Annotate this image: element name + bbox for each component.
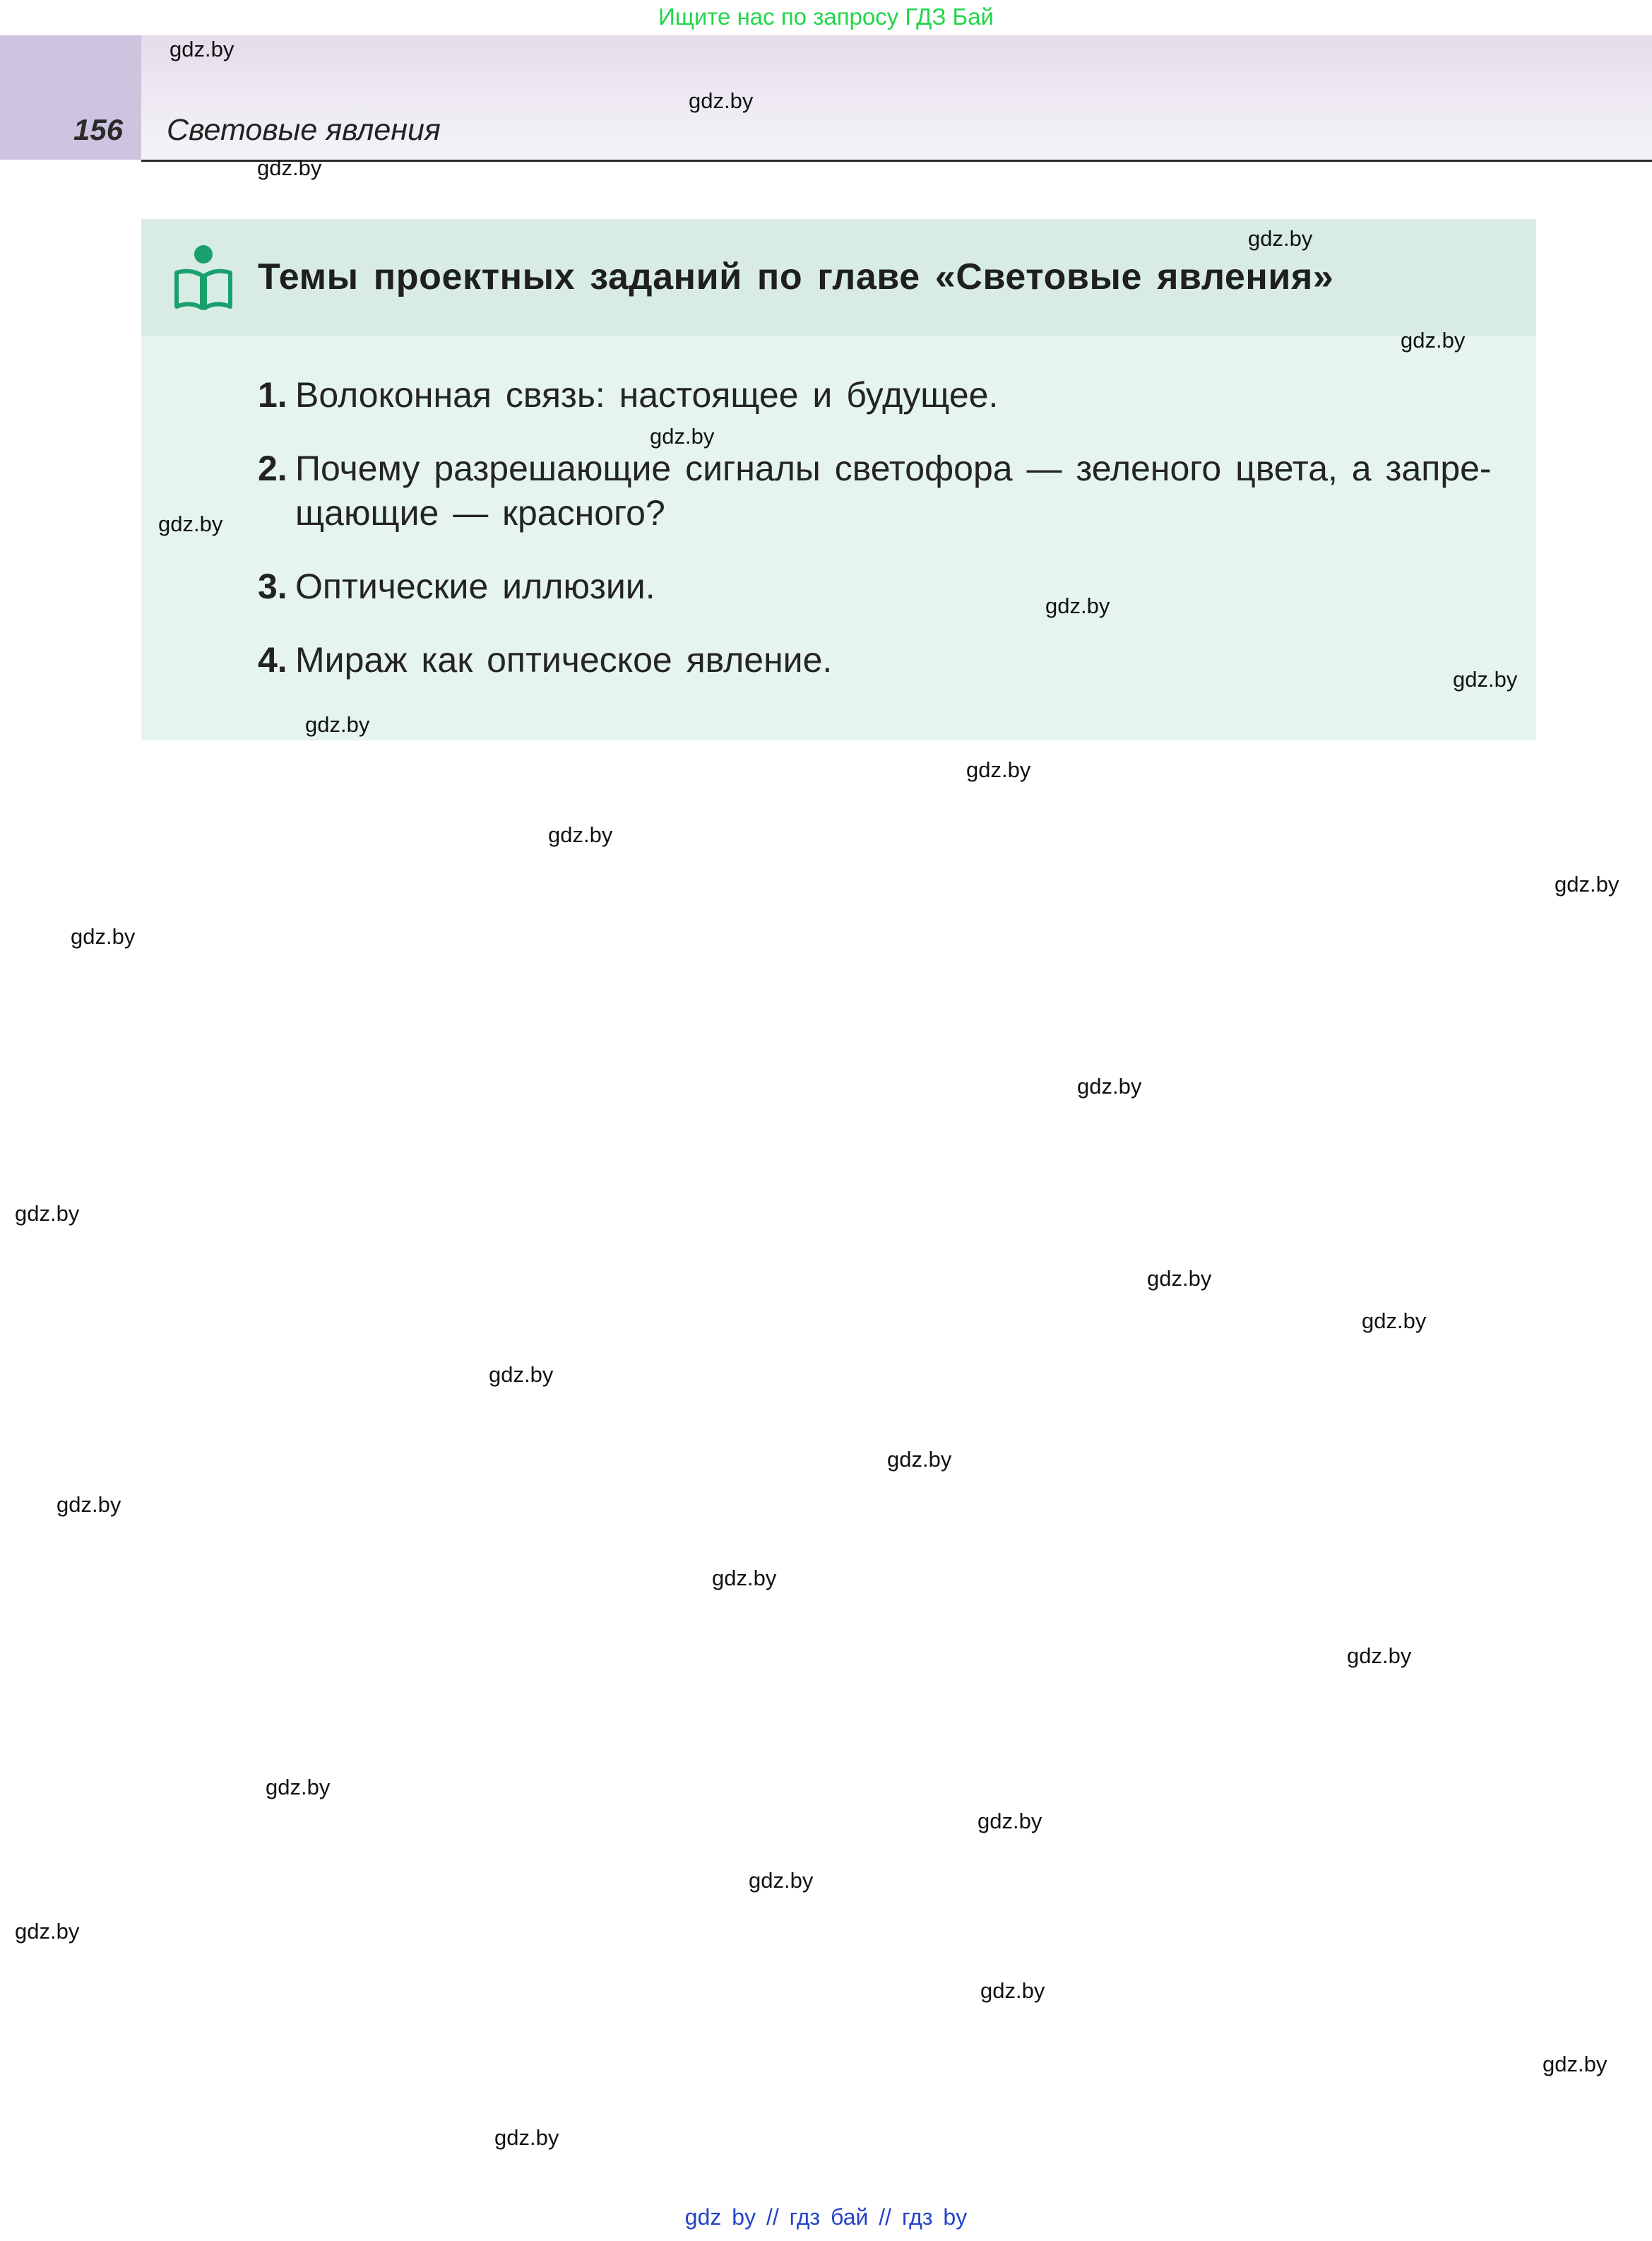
watermark: gdz.by — [305, 712, 370, 737]
watermark: gdz.by — [1543, 2052, 1608, 2076]
watermark: gdz.by — [257, 155, 322, 180]
watermark: gdz.by — [977, 1809, 1042, 1833]
top-banner[interactable]: Ищите нас по запросу ГДЗ Бай — [658, 4, 994, 30]
watermark: gdz.by — [170, 37, 234, 61]
watermark: gdz.by — [71, 924, 136, 949]
topic-text: Почему разрешающие сигналы светофора — зеленого цвета, а запре-щающие — красного? — [295, 449, 1492, 533]
watermark: gdz.by — [1362, 1308, 1427, 1333]
watermark: gdz.by — [980, 1978, 1045, 2003]
watermark: gdz.by — [1077, 1074, 1142, 1099]
topic-text: Волоконная связь: настоящее и будущее. — [295, 375, 999, 415]
watermark: gdz.by — [489, 1362, 554, 1387]
watermark: gdz.by — [1045, 593, 1110, 618]
watermark: gdz.by — [15, 1919, 80, 1944]
topic-item — [258, 447, 1501, 536]
topic-text: Оптические иллюзии. — [295, 567, 655, 606]
watermark: gdz.by — [712, 1566, 777, 1590]
watermark: gdz.by — [1147, 1266, 1212, 1291]
watermark: gdz.by — [1347, 1643, 1412, 1668]
footer-links[interactable]: gdz by // гдз бай // гдз by — [684, 2204, 968, 2230]
topic-item — [258, 373, 1501, 418]
watermark: gdz.by — [966, 757, 1031, 782]
watermark: gdz.by — [158, 512, 223, 536]
watermark: gdz.by — [1453, 667, 1518, 692]
topic-list — [258, 373, 1501, 711]
project-tasks-box — [141, 219, 1536, 740]
page-number: 156 — [73, 113, 124, 146]
chapter-title: Световые явления — [167, 113, 441, 147]
topic-item — [258, 638, 1501, 682]
topic-number: 1. — [258, 375, 287, 415]
watermark: gdz.by — [1248, 226, 1313, 251]
watermark: gdz.by — [887, 1447, 952, 1472]
topic-text: Мираж как оптическое явление. — [295, 640, 833, 680]
watermark: gdz.by — [650, 424, 715, 449]
book-reader-icon — [172, 244, 234, 312]
watermark: gdz.by — [1401, 328, 1466, 353]
watermark: gdz.by — [266, 1775, 331, 1799]
project-box-title: Темы проектных заданий по главе «Световые явления» — [258, 256, 1334, 297]
topic-item — [258, 564, 1501, 609]
header-divider — [141, 160, 1652, 162]
watermark: gdz.by — [548, 822, 613, 847]
watermark: gdz.by — [1555, 872, 1620, 897]
watermark: gdz.by — [57, 1492, 121, 1517]
watermark: gdz.by — [689, 88, 754, 113]
topic-number: 3. — [258, 567, 287, 606]
watermark: gdz.by — [494, 2125, 559, 2150]
watermark: gdz.by — [15, 1201, 80, 1226]
topic-number: 2. — [258, 449, 287, 488]
project-box-header — [141, 219, 1536, 336]
topic-number: 4. — [258, 640, 287, 680]
watermark: gdz.by — [749, 1868, 814, 1893]
